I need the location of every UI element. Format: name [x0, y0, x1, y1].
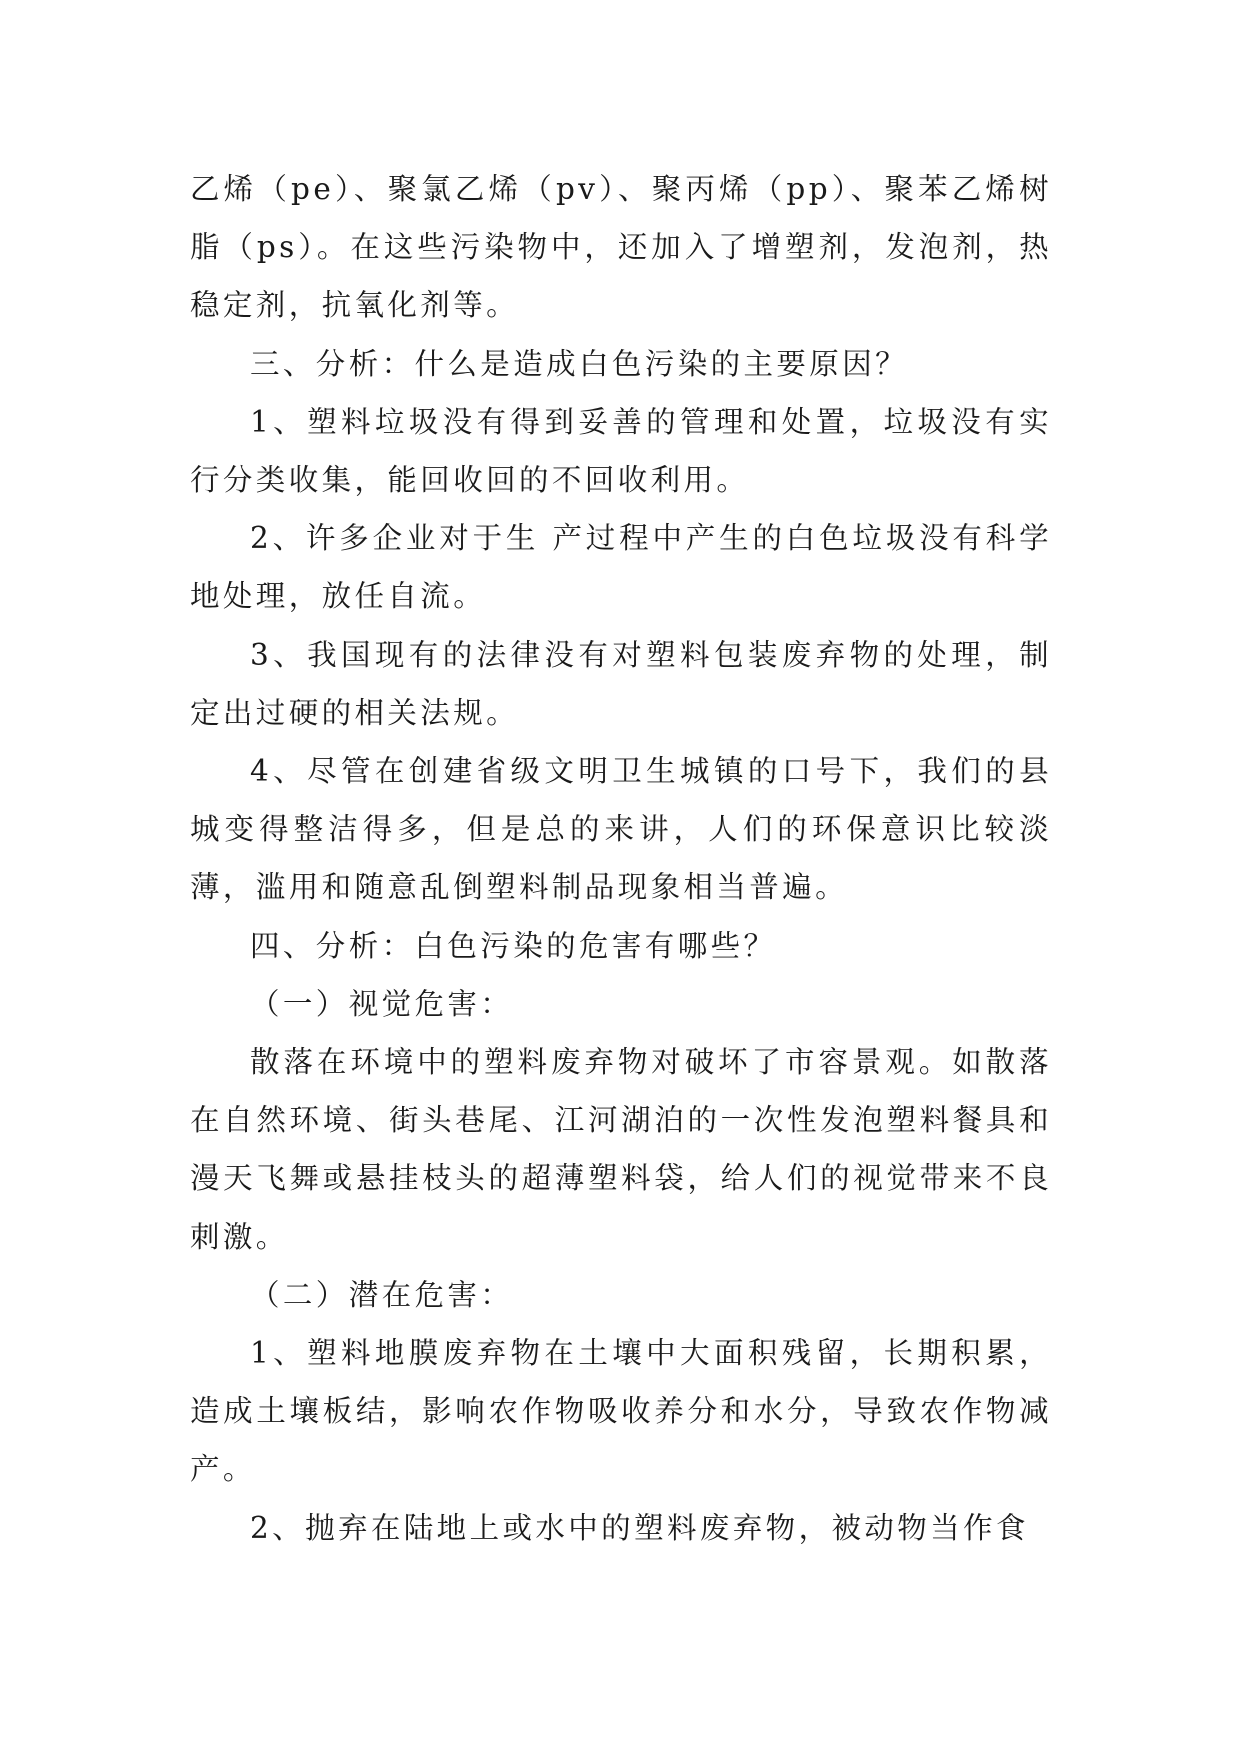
paragraph-cause-4: 4、尽管在创建省级文明卫生城镇的口号下，我们的县城变得整洁得多，但是总的来讲，人们的环保意识比较淡薄，滥用和随意乱倒塑料制品现象相当普遍。 — [190, 754, 1052, 905]
heading-section-four: 四、分析：白色污染的危害有哪些？ — [250, 928, 777, 963]
paragraph-harm-2: 2、抛弃在陆地上或水中的塑料废弃物，被动物当作食 — [250, 1510, 1029, 1545]
paragraph-visual-harm: 散落在环境中的塑料废弃物对破坏了市容景观。如散落在自然环境、街头巷尾、江河湖泊的一次性发泡塑料餐具和漫天飞舞或悬挂枝头的超薄塑料袋，给人们的视觉带来不良刺激。 — [190, 1045, 1052, 1254]
subheading-visual-harm: （一）视觉危害： — [250, 986, 514, 1021]
paragraph-cause-1: 1、塑料垃圾没有得到妥善的管理和处置，垃圾没有实行分类收集，能回收回的不回收利用。 — [190, 404, 1052, 498]
subheading-potential-harm: （二）潜在危害： — [250, 1277, 514, 1312]
document-body — [190, 160, 1052, 1557]
paragraph-cause-3: 3、我国现有的法律没有对塑料包装废弃物的处理，制定出过硬的相关法规。 — [190, 637, 1052, 730]
paragraph-materials-list: 乙烯（pe）、聚氯乙烯（pv）、聚丙烯（pp）、聚苯乙烯树脂（ps）。在这些污染物中，还加入了增塑剂，发泡剂，热稳定剂，抗氧化剂等。 — [190, 172, 1052, 323]
heading-section-three: 三、分析：什么是造成白色污染的主要原因？ — [250, 346, 909, 381]
paragraph-cause-2: 2、许多企业对于生 产过程中产生的白色垃圾没有科学地处理，放任自流。 — [190, 521, 1052, 614]
paragraph-harm-1: 1、塑料地膜废弃物在土壤中大面积残留，长期积累，造成土壤板结，影响农作物吸收养分和水分，导致农作物减产。 — [190, 1336, 1052, 1487]
